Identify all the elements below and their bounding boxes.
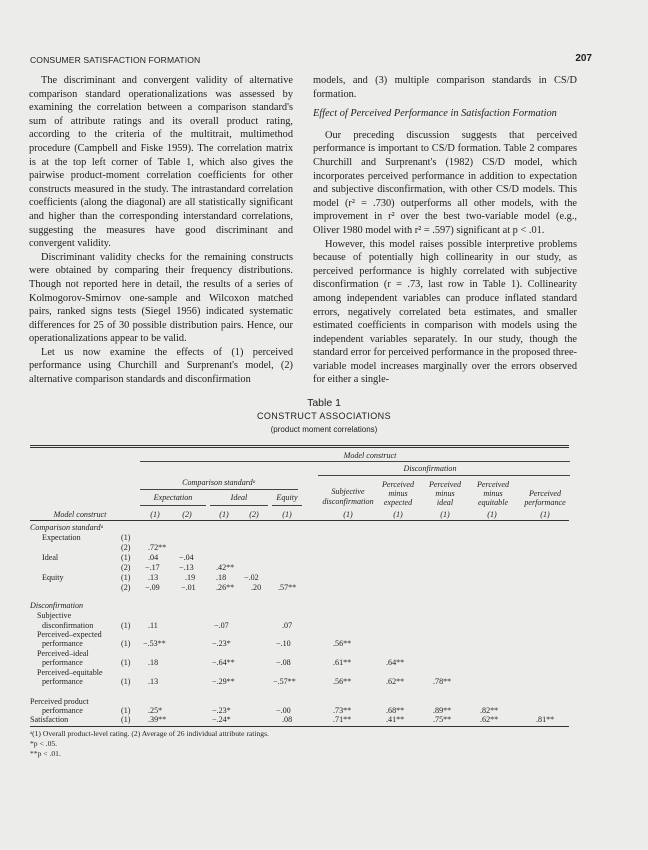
header-pmi: minus [435, 489, 455, 498]
table-cell: .18 [148, 658, 159, 667]
column-number: (1) [487, 510, 497, 519]
column-number: (1) [150, 510, 160, 519]
row-code: (2) [121, 543, 131, 552]
header-pme: minus [388, 489, 408, 498]
table-cell: .61** [333, 658, 352, 667]
header-rule [140, 461, 570, 462]
row-label: Perceived–ideal [37, 649, 89, 658]
header-rule [318, 475, 570, 476]
row-label: Perceived product [30, 697, 89, 706]
header-pp: Perceived [528, 489, 562, 498]
row-label: Subjective [37, 611, 72, 620]
column-number: (1) [343, 510, 353, 519]
table-cell: −.53** [143, 639, 166, 648]
header-expectation: Expectation [153, 493, 193, 502]
page-number: 207 [575, 53, 592, 64]
paragraph: However, this model raises possible interpretive problems because of potentially high collinearity in our study, as perceived performance is highly correlated with subjective disconfirmation (r = .73, last row in Table 1). Collinearity among independent variables can produce inflated standard errors, negatively correlated beta estimates, and smaller estimated coefficients in comparison with models using the independent variables separately. In our study, though the standard error for perceived performance in the proposed three-variable model increases marginally over the errors observed for either a single- [313, 238, 577, 386]
row-label: Expectation [42, 533, 81, 542]
table-cell: .13 [148, 573, 159, 582]
right-column [313, 74, 577, 387]
header-model-construct-row: Model construct [53, 510, 107, 519]
section-heading: Effect of Perceived Performance in Satisfaction Formation [313, 108, 557, 120]
table-cell: .18 [216, 573, 227, 582]
paragraph: Our preceding discussion suggests that perceived performance is important to CS/D formation. Table 2 compares Churchill and Surprenant's (1982) CS/D model, which incorporates perceived performance in addition to expectation and subjective disconfirmation, with other CS/D models. This model (r² = .730) outperforms all other models, with the improvement in r² over the best two-variable model (e.g., Oliver 1980 model with r² = .597) significant at p < .01. [313, 129, 577, 236]
row-label: Ideal [42, 553, 59, 562]
row-group-label: Comparison standardᵃ [30, 523, 104, 532]
table-cell: .19 [185, 573, 196, 582]
row-label: performance [42, 677, 83, 686]
header-pme: expected [383, 498, 413, 507]
column-number: (2) [182, 510, 192, 519]
header-pp: performance [524, 498, 566, 507]
header-model-construct: Model construct [343, 451, 397, 460]
row-code: (1) [121, 553, 131, 562]
row-label: disconfirmation [42, 621, 94, 630]
row-label: Perceived–equitable [37, 668, 103, 677]
table-cell: −.08 [276, 658, 291, 667]
row-code: (1) [121, 706, 131, 715]
paragraph: The discriminant and convergent validity of alternative comparison standard operationalizations was assessed by examining the correlation between a comparison standard's sum of attribute ratings and its overall product rating, according to the criteria of the multitrait, multimethod procedure (Campbell and Fiske 1959). The correlation matrix is at the top left corner of Table 1, which also gives the pairwise product-moment correlation coefficients for other constructs measured in the study. The intrastandard correlation coefficients (along the diagonal) are all statistically significant and higher than the corresponding interstandard correlations, suggesting the measures have good discriminant and convergent validity. [29, 75, 293, 250]
table-cell: .07 [282, 621, 293, 630]
table-cell: .20 [251, 583, 262, 592]
table-cell: .62** [386, 677, 405, 686]
row-code: (1) [121, 715, 131, 724]
table-cell: .08 [282, 715, 293, 724]
table-bottom-rule [30, 726, 569, 727]
header-rule [140, 489, 298, 490]
header-pmq: Perceived [476, 480, 510, 489]
paragraph: Discriminant validity checks for the remaining constructs were obtained by comparing their frequency distributions. Though not reported here in detail, the results of a series of Kolmogorov-Smirnov one-sample and Wilcoxon matched pairs, ranked signs tests (Siegel 1956) indicated systematic differences for 25 of 30 possible distribution pairs. Hence, our operationalizations appear to be valid. [29, 251, 293, 345]
column-number: (1) [440, 510, 450, 519]
table-cell: .75** [433, 715, 452, 724]
table-footnote: ᵃ(1) Overall product-level rating. (2) Average of 26 individual attribute ratings. [30, 729, 269, 738]
table-caption: (product moment correlations) [270, 425, 378, 434]
header-pme: Perceived [381, 480, 415, 489]
table-cell: −.01 [181, 583, 196, 592]
column-number: (1) [393, 510, 403, 519]
header-equity: Equity [276, 493, 298, 502]
table-cell: .68** [386, 706, 405, 715]
header-subjective-disc: disconfirmation [322, 497, 374, 506]
row-label: performance [42, 658, 83, 667]
table-cell: .57** [278, 583, 297, 592]
row-group-label: Disconfirmation [30, 601, 84, 610]
table-cell: .26** [216, 583, 235, 592]
column-number: (1) [219, 510, 229, 519]
table-subtitle: CONSTRUCT ASSOCIATIONS [257, 411, 391, 421]
table-header-rule [30, 520, 569, 521]
table-cell: −.09 [145, 583, 160, 592]
table-cell: −.07 [214, 621, 229, 630]
table-cell: .73** [333, 706, 352, 715]
left-column [29, 74, 293, 387]
table-cell: −.24* [212, 715, 231, 724]
table-cell: −.13 [179, 563, 194, 572]
header-pmq: minus [483, 489, 503, 498]
row-label: Equity [42, 573, 64, 582]
table-title: Table 1 [307, 397, 341, 409]
running-head: CONSUMER SATISFACTION FORMATION [30, 55, 201, 65]
table-footnote: *p < .05. [30, 739, 58, 748]
header-rule [140, 505, 206, 506]
table-footnote: **p < .01. [30, 749, 61, 758]
table-cell: .41** [386, 715, 405, 724]
row-label: performance [42, 706, 83, 715]
header-comparison-standard: Comparison standardᵃ [182, 478, 256, 487]
table-cell: .04 [148, 553, 159, 562]
table-cell: .78** [433, 677, 452, 686]
table-cell: −.29** [212, 677, 235, 686]
table-cell: −.64** [212, 658, 235, 667]
table-cell: .72** [148, 543, 167, 552]
row-code: (1) [121, 658, 131, 667]
row-code: (1) [121, 621, 131, 630]
row-code: (1) [121, 573, 131, 582]
paragraph: models, and (3) multiple comparison standards in CS/D formation. [313, 75, 577, 100]
row-code: (1) [121, 639, 131, 648]
table-cell: −.10 [276, 639, 291, 648]
table-top-rule [30, 447, 569, 448]
header-ideal: Ideal [230, 493, 248, 502]
table-cell: .64** [386, 658, 405, 667]
header-rule [210, 505, 268, 506]
row-code: (1) [121, 533, 131, 542]
table-cell: .13 [148, 677, 159, 686]
table-top-rule [30, 445, 569, 446]
paragraph: Let us now examine the effects of (1) perceived performance using Churchill and Surprenant's model, (2) alternative comparison standards and disconfirmation [29, 346, 293, 386]
table-cell: .42** [216, 563, 235, 572]
table-cell: .62** [480, 715, 499, 724]
row-label: Satisfaction [30, 715, 69, 724]
table-cell: −.23* [212, 706, 231, 715]
column-number: (1) [540, 510, 550, 519]
table-cell: .89** [433, 706, 452, 715]
row-code: (2) [121, 563, 131, 572]
column-number: (1) [282, 510, 292, 519]
table-cell: .39** [148, 715, 167, 724]
header-subjective: Subjective [331, 487, 365, 496]
table-cell: .56** [333, 639, 352, 648]
header-pmi: Perceived [428, 480, 462, 489]
table-cell: .71** [333, 715, 352, 724]
column-number: (2) [249, 510, 259, 519]
table-cell: −.57** [273, 677, 296, 686]
header-pmi: ideal [436, 498, 454, 507]
table-cell: −.17 [145, 563, 160, 572]
table-cell: −.00 [276, 706, 291, 715]
header-pmq: equitable [477, 498, 509, 507]
table-cell: .81** [536, 715, 555, 724]
row-code: (1) [121, 677, 131, 686]
table-cell: .25* [148, 706, 163, 715]
table-cell: −.23* [212, 639, 231, 648]
table-cell: −.02 [244, 573, 259, 582]
table-cell: .56** [333, 677, 352, 686]
table-cell: .11 [148, 621, 158, 630]
row-code: (2) [121, 583, 131, 592]
header-rule [272, 505, 302, 506]
row-label: Perceived–expected [37, 630, 102, 639]
row-label: performance [42, 639, 83, 648]
table-cell: −.04 [179, 553, 194, 562]
header-disconfirmation: Disconfirmation [403, 464, 457, 473]
table-cell: .82** [480, 706, 499, 715]
